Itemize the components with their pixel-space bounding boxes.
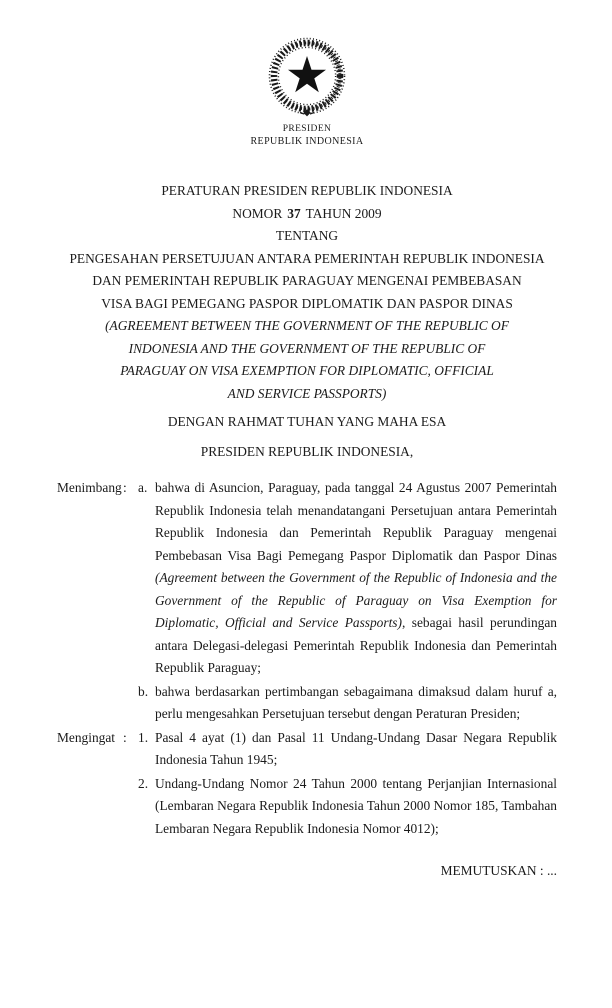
- authority-line: PRESIDEN REPUBLIK INDONESIA,: [200, 443, 414, 459]
- subject-line-3: VISA BAGI PEMEGANG PASPOR DIPLOMATIK DAN PASPOR DINAS: [101, 295, 513, 311]
- mengingat-item-2-row: [57, 773, 557, 841]
- item-text-b: bahwa berdasarkan pertimbangan sebagaimana dimaksud dalam huruf a, perlu mengesahkan Persetujuan tersebut dengan Peraturan Presiden;: [155, 683, 557, 721]
- item-marker-2: 2.: [138, 775, 149, 791]
- label-spacer: [57, 681, 123, 726]
- presidential-star-wreath-emblem-icon: [264, 36, 350, 120]
- title-block: [57, 180, 557, 463]
- preamble-body: [57, 477, 557, 883]
- menimbang-label: Menimbang: [57, 480, 122, 495]
- subject-english-line-2: INDONESIA AND THE GOVERNMENT OF THE REPUBLIC OF: [128, 340, 486, 356]
- subject-english-line-4: AND SERVICE PASSPORTS): [227, 385, 387, 401]
- letterhead-title: PRESIDEN: [282, 124, 332, 134]
- subject-line-2: DAN PEMERINTAH REPUBLIK PARAGUAY MENGENAI PEMBEBASAN: [92, 273, 522, 288]
- letterhead-subtitle: REPUBLIK INDONESIA: [250, 136, 364, 147]
- label-spacer: [57, 773, 123, 841]
- subject-line-1: PENGESAHAN PERSETUJUAN ANTARA PEMERINTAH REPUBLIK INDONESIA: [69, 250, 545, 266]
- regulation-title: PERATURAN PRESIDEN REPUBLIK INDONESIA: [161, 183, 453, 198]
- menimbang-item-b-row: [57, 681, 557, 726]
- item-text-a-post: , sebagai hasil perundingan antara Delegasi-delegasi Pemerintah Republik Indonesia dan Pemerintah Republik Paraguay;: [155, 615, 557, 675]
- item-text-2: Undang-Undang Nomor 24 Tahun 2000 tentang Perjanjian Internasional (Lembaran Negara Republik Indonesia Tahun 2000 Nomor 185, Tambahan Lembaran Negara Republik Indonesia Nomor 4012);: [155, 775, 557, 836]
- menimbang-item-a-row: [57, 477, 557, 680]
- item-text-a: [155, 477, 557, 680]
- item-marker-b: b.: [138, 683, 149, 699]
- subject-english-line-3: PARAGUAY ON VISA EXEMPTION FOR DIPLOMATIC, OFFICIAL: [120, 363, 494, 378]
- item-marker-1: 1.: [138, 729, 149, 745]
- item-text-a-pre: bahwa di Asuncion, Paraguay, pada tanggal 24 Agustus 2007 Pemerintah Republik Indonesia telah menandatangani Persetujuan antara Pemerintah Republik Indonesia dan Pemerintah Republik Paraguay mengenai Pembebasan Visa Bagi Pemegang Paspor Diplomatik dan Paspor Dinas: [155, 480, 557, 563]
- item-text-1: Pasal 4 ayat (1) dan Pasal 11 Undang-Undang Dasar Negara Republik Indonesia Tahun 1945;: [155, 729, 557, 767]
- mengingat-item-1-row: [57, 727, 557, 772]
- nomor-prefix: NOMOR: [232, 205, 283, 221]
- nomor-number: 37: [287, 205, 301, 221]
- regulation-number-line: [57, 203, 557, 226]
- mengingat-label: Mengingat: [57, 729, 116, 745]
- colon-spacer: [123, 773, 138, 841]
- item-marker-a: a.: [138, 480, 148, 495]
- subject-english-line-1: (AGREEMENT BETWEEN THE GOVERNMENT OF THE REPUBLIC OF: [105, 318, 509, 333]
- invocation-line: DENGAN RAHMAT TUHAN YANG MAHA ESA: [167, 414, 447, 429]
- tentang-label: TENTANG: [275, 228, 339, 243]
- menimbang-colon: :: [123, 480, 127, 495]
- nomor-suffix: TAHUN 2009: [305, 205, 382, 221]
- letterhead: [57, 36, 557, 148]
- mengingat-colon: :: [123, 729, 127, 745]
- item-text-a-italic: (Agreement between the Government of the Republic of Indonesia and the Government of the Republic of Paraguay on Visa Exemption for Diplomatic, Official and Service Passports): [155, 570, 557, 630]
- catchword-memutuskan: MEMUTUSKAN : ...: [440, 863, 557, 878]
- colon-spacer: [123, 681, 138, 726]
